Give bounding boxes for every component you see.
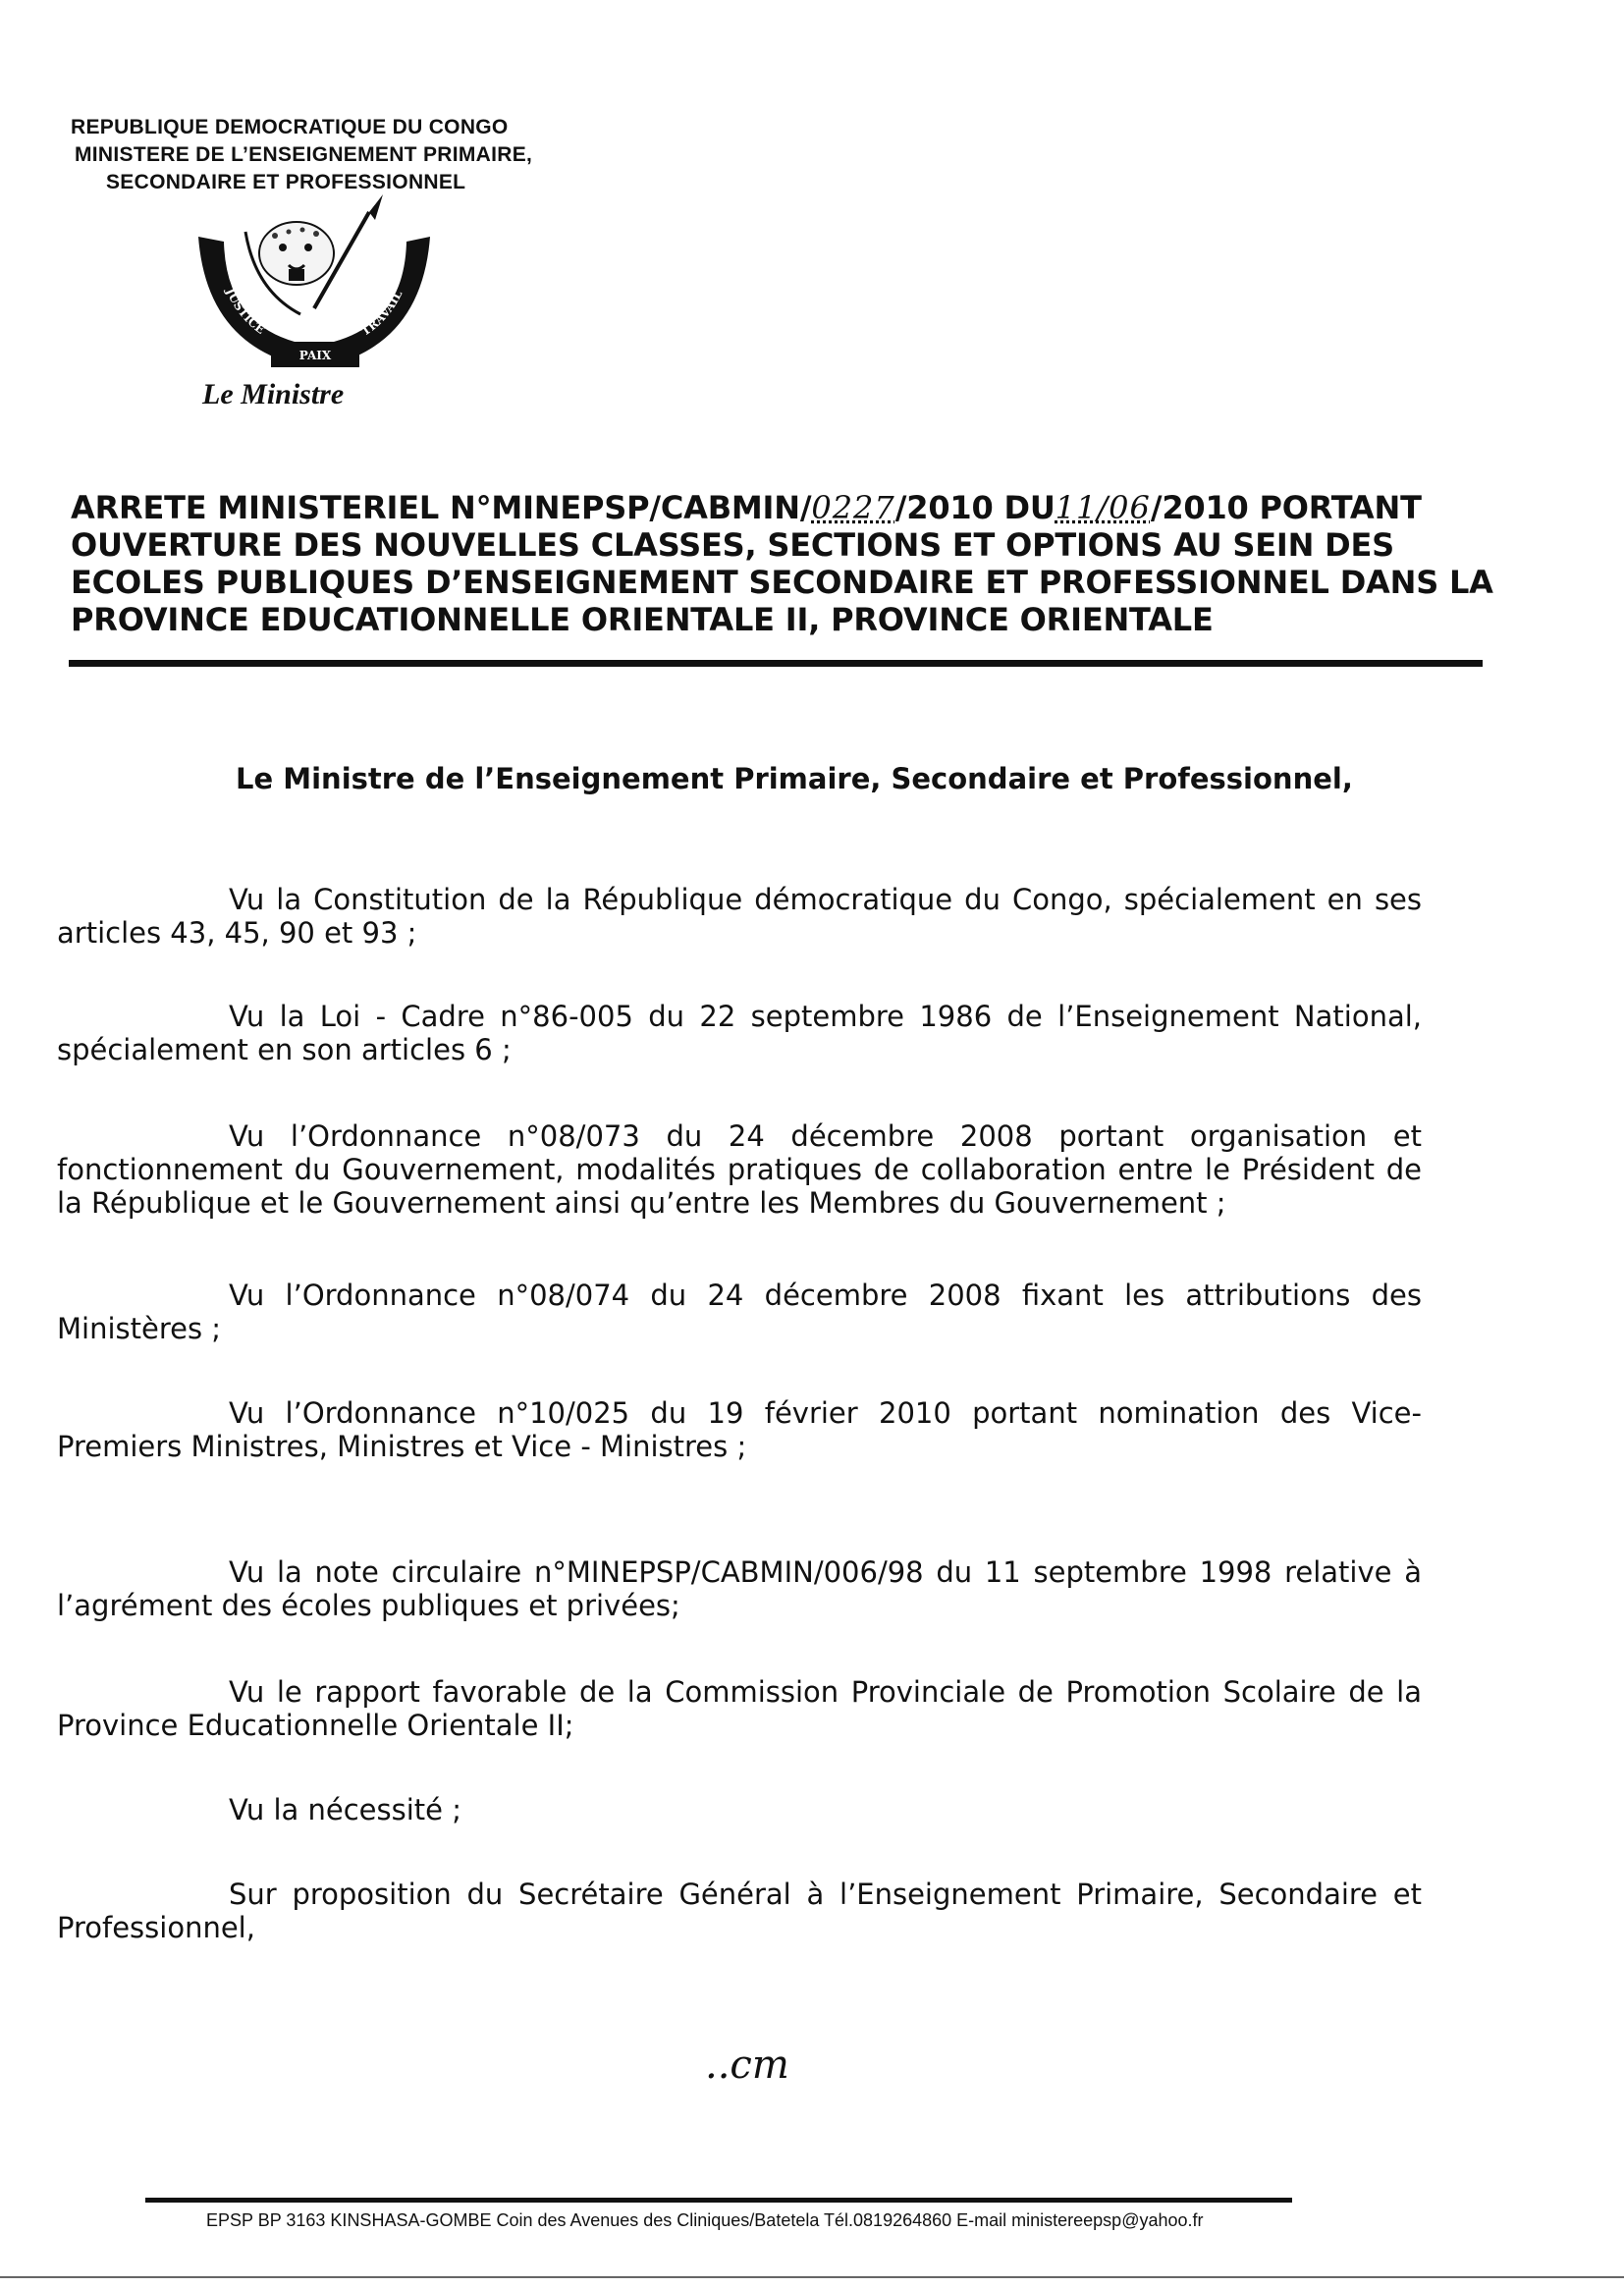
decree-title-line4: PROVINCE EDUCATIONNELLE ORIENTALE II, PROVINCE ORIENTALE <box>71 601 1214 638</box>
paragraph-ordonnance-10-025: Vu l’Ordonnance n°10/025 du 19 février 2010 portant nomination des Vice-Premiers Ministres, Ministres et Vice - Ministres ; <box>57 1396 1422 1463</box>
motto-justice: JUSTICE <box>223 286 268 337</box>
decree-title-line3: ECOLES PUBLIQUES D’ENSEIGNEMENT SECONDAIRE ET PROFESSIONNEL DANS LA <box>71 564 1493 601</box>
decree-title-line2: OUVERTURE DES NOUVELLES CLASSES, SECTIONS ET OPTIONS AU SEIN DES <box>71 526 1394 564</box>
ministry-name-line1: MINISTERE DE L’ENSEIGNEMENT PRIMAIRE, <box>75 143 533 166</box>
decree-date-prefix: /2010 DU <box>894 489 1056 526</box>
decree-number-prefix: ARRETE MINISTERIEL N°MINEPSP/CABMIN/ <box>71 489 812 526</box>
motto-travail: TRAVAIL <box>358 288 406 339</box>
paragraph-constitution: Vu la Constitution de la République démocratique du Congo, spécialement en ses articles 43, 45, 90 et 93 ; <box>57 883 1422 950</box>
paragraph-note-circulaire: Vu la note circulaire n°MINEPSP/CABMIN/006/98 du 11 septembre 1998 relative à l’agrément des écoles publiques et privées; <box>57 1555 1422 1622</box>
paragraph-proposition: Sur proposition du Secrétaire Général à l’Enseignement Primaire, Secondaire et Professionnel, <box>57 1878 1422 1944</box>
country-name: REPUBLIQUE DEMOCRATIQUE DU CONGO <box>71 116 509 138</box>
scan-edge-line <box>0 2276 1624 2278</box>
preamble-title: Le Ministre de l’Enseignement Primaire, Secondaire et Professionnel, <box>236 762 1353 795</box>
paragraph-rapport-favorable: Vu le rapport favorable de la Commission Provinciale de Promotion Scolaire de la Province Educationnelle Orientale II; <box>57 1675 1422 1742</box>
footer-rule <box>145 2198 1292 2203</box>
coat-of-arms-emblem <box>187 192 442 374</box>
ministry-name-line2: SECONDAIRE ET PROFESSIONNEL <box>106 171 466 193</box>
handwritten-decree-number: 0227 <box>811 489 895 526</box>
handwritten-decree-date: 11/06 <box>1055 489 1151 526</box>
minister-label: Le Ministre <box>202 378 345 410</box>
paragraph-ordonnance-08-073: Vu l’Ordonnance n°08/073 du 24 décembre 2008 portant organisation et fonctionnement du Gouvernement, modalités pratiques de collaboration entre le Président de la République et le Gouvernement ainsi qu’entre les Membres du Gouvernement ; <box>57 1119 1422 1220</box>
decree-title-line1 <box>71 489 1422 526</box>
paragraph-loi-cadre: Vu la Loi - Cadre n°86-005 du 22 septembre 1986 de l’Enseignement National, spécialement en son articles 6 ; <box>57 1000 1422 1066</box>
decree-title-suffix: /2010 PORTANT <box>1150 489 1422 526</box>
title-rule <box>69 660 1483 667</box>
footer-address: EPSP BP 3163 KINSHASA-GOMBE Coin des Avenues des Cliniques/Batetela Tél.0819264860 E-mail ministereepsp@yahoo.fr <box>206 2210 1204 2230</box>
paragraph-ordonnance-08-074: Vu l’Ordonnance n°08/074 du 24 décembre 2008 fixant les attributions des Ministères ; <box>57 1279 1422 1345</box>
handwritten-initials: ..cm <box>705 2043 789 2088</box>
motto-paix: PAIX <box>298 349 332 362</box>
paragraph-necessite: Vu la nécessité ; <box>229 1793 461 1826</box>
